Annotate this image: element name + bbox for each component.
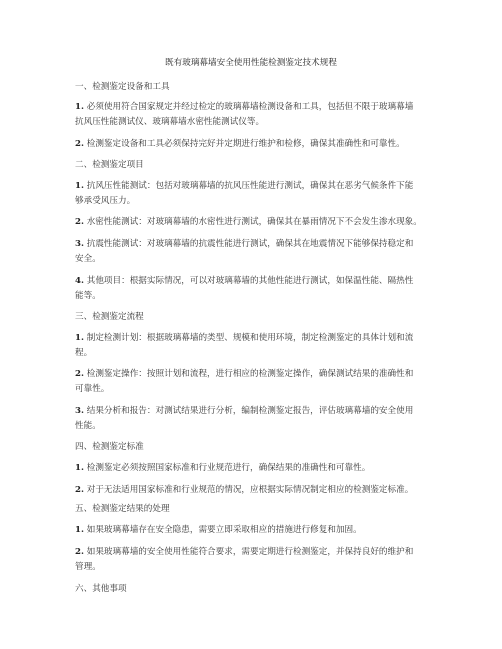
item-number: 2.: [75, 369, 84, 379]
section-heading-4: 四、检测鉴定标准: [75, 442, 144, 452]
paragraph-line: 能等。: [75, 290, 101, 301]
section-heading-1: 一、检测鉴定设备和工具: [75, 82, 170, 92]
paragraph-line: 程。: [75, 347, 93, 358]
paragraph-5-1: [75, 523, 445, 538]
paragraph-line: 必须使用符合国家规定并经过检定的玻璃幕墙检测设备和工具，包括但不限于玻璃幕墙: [86, 102, 414, 112]
paragraph-line: 管理。: [75, 561, 101, 572]
paragraph-line: 对于无法适用国家标准和行业规范的情况，应根据实际情况制定相应的检测鉴定标准。: [86, 485, 414, 495]
paragraph-line: 抗震性能测试：对玻璃幕墙的抗震性能进行测试，确保其在地震情况下能够保持稳定和: [86, 239, 414, 249]
paragraph-line: 安全。: [75, 253, 101, 264]
item-number: 1.: [75, 525, 84, 535]
paragraph-1-1: [75, 100, 445, 129]
paragraph-line: 其他项目：根据实际情况，可以对玻璃幕墙的其他性能进行测试，如保温性能、隔热性: [86, 276, 414, 286]
item-number: 1.: [75, 102, 84, 112]
item-number: 1.: [75, 181, 84, 191]
paragraph-line: 水密性能测试：对玻璃幕墙的水密性进行测试，确保其在暴雨情况下不会发生渗水现象。: [83, 217, 422, 227]
paragraph-5-2: [75, 545, 445, 574]
item-number: 2.: [75, 547, 84, 557]
paragraph-4-2: [75, 483, 445, 498]
paragraph-line: 如果玻璃幕墙的安全使用性能符合要求，需要定期进行检测鉴定，并保持良好的维护和: [86, 547, 414, 557]
paragraph-line: 制定检测计划：根据玻璃幕墙的类型、规模和使用环境，制定检测鉴定的具体计划和流: [86, 333, 414, 343]
item-number: 1.: [75, 333, 84, 343]
paragraph-4-1: [75, 461, 445, 476]
item-number: 2.: [75, 485, 84, 495]
item-number: 4.: [75, 276, 84, 286]
paragraph-line: 够承受风压力。: [75, 195, 136, 206]
paragraph-3-3: [75, 404, 445, 433]
paragraph-2-3: [75, 237, 445, 266]
paragraph-3-2: [75, 367, 445, 396]
item-number: 2.: [75, 217, 84, 227]
paragraph-1-2: [75, 137, 445, 152]
paragraph-line: 抗风压性能测试：包括对玻璃幕墙的抗风压性能进行测试，确保其在恶劣气候条件下能: [86, 181, 414, 191]
paragraph-line: 结果分析和报告：对测试结果进行分析，编制检测鉴定报告，评估玻璃幕墙的安全使用: [86, 406, 414, 416]
paragraph-3-1: [75, 331, 445, 360]
item-number: 2.: [75, 139, 84, 149]
paragraph-line: 检测鉴定操作：按照计划和流程，进行相应的检测鉴定操作，确保测试结果的准确性和: [86, 369, 414, 379]
section-heading-5: 五、检测鉴定结果的处理: [75, 504, 170, 514]
paragraph-line: 抗风压性能测试仪、玻璃幕墙水密性能测试仪等。: [75, 116, 265, 127]
paragraph-line: 检测鉴定必须按照国家标准和行业规范进行，确保结果的准确性和可靠性。: [86, 463, 371, 473]
item-number: 1.: [75, 463, 84, 473]
paragraph-line: 可靠性。: [75, 383, 110, 394]
section-heading-3: 三、检测鉴定流程: [75, 312, 144, 322]
paragraph-line: 性能。: [75, 420, 101, 431]
item-number: 3.: [75, 239, 84, 249]
paragraph-2-2: [75, 215, 445, 230]
paragraph-2-4: [75, 274, 445, 303]
section-heading-2: 二、检测鉴定项目: [75, 160, 144, 170]
paragraph-2-1: [75, 179, 445, 208]
section-heading-6: 六、其他事项: [75, 584, 127, 594]
item-number: 3.: [75, 406, 84, 416]
document-title: 既有玻璃幕墙安全使用性能检测鉴定技术规程: [165, 58, 337, 68]
paragraph-line: 检测鉴定设备和工具必须保持完好并定期进行维护和检修，确保其准确性和可靠性。: [86, 139, 405, 149]
paragraph-line: 如果玻璃幕墙存在安全隐患，需要立即采取相应的措施进行修复和加固。: [86, 525, 362, 535]
